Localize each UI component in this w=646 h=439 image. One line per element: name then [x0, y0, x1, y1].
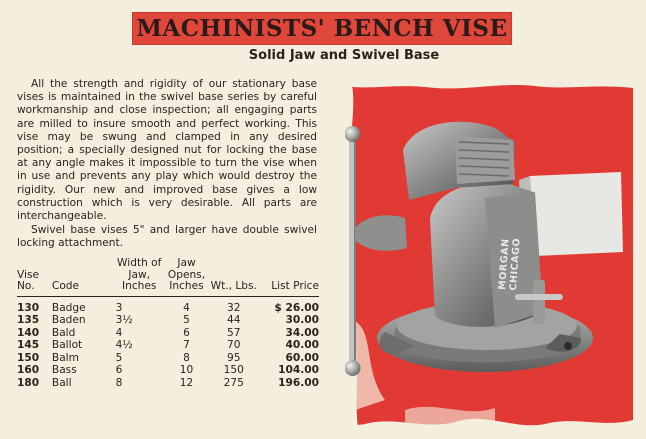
cell-vise-no: 180 [17, 376, 40, 389]
cell-width: 3 [115, 301, 123, 314]
cell-vise-no: 135 [17, 314, 40, 326]
cell-code: Badge [51, 301, 86, 314]
cell-price: 60.00 [285, 351, 319, 364]
page-subtitle: Solid Jaw and Swivel Base [248, 48, 440, 63]
cell-price: 30.00 [285, 314, 319, 326]
header-opens: Jaw Opens, Inches [163, 258, 210, 296]
cell-opens: 6 [183, 326, 190, 339]
locking-nut [533, 280, 545, 324]
jaw-block [530, 172, 623, 256]
table-row [17, 339, 319, 352]
cell-weight: 95 [226, 351, 241, 364]
cell-width: 4½ [115, 339, 133, 351]
title-banner [132, 12, 512, 45]
cell-code: Bald [51, 326, 76, 339]
cell-width: 8 [115, 376, 123, 389]
vise-photo [345, 80, 633, 435]
header-code: Code [52, 258, 116, 296]
vise-marking: MORGAN CHICAGO [497, 237, 523, 291]
cell-code: Bass [51, 364, 77, 376]
cell-width: 3½ [115, 314, 133, 326]
cell-width: 5 [115, 351, 123, 364]
header-weight: Wt., Lbs. [210, 258, 257, 296]
cell-opens: 4 [183, 301, 190, 314]
cell-vise-no: 145 [17, 339, 40, 351]
cell-width: 6 [115, 364, 123, 376]
cell-code: Ballot [51, 339, 83, 351]
cell-opens: 10 [179, 364, 194, 376]
cell-vise-no: 150 [17, 351, 40, 364]
product-description [17, 78, 317, 251]
cell-weight: 150 [223, 364, 244, 376]
table-row [17, 314, 319, 327]
cell-price: 40.00 [285, 339, 319, 351]
cell-price: 34.00 [285, 326, 319, 339]
handle-knob-top [345, 126, 361, 142]
handle-shade [354, 138, 356, 364]
cell-code: Balm [51, 351, 79, 364]
cell-weight: 32 [226, 301, 241, 314]
cell-code: Ball [51, 376, 72, 389]
cell-vise-no: 140 [17, 326, 40, 339]
description-paragraph-1: All the strength and rigidity of our stationary base vises is maintained in the swivel base series by careful workmanship and close inspection; all engaging parts are milled to insure smooth and perfect working. This vise may be swung and clamped in any desired position; a specially designed nut for locking the base at any angle makes it impossible to turn the vise when in use and prevents any play which would destroy the rigidity. Our new and improved base gives a low construction which is very desirable. All parts are interchangeable. [17, 78, 317, 223]
cell-price: $ 26.00 [274, 301, 319, 314]
page-title: MACHINISTS' BENCH VISE [136, 15, 508, 42]
cell-weight: 57 [226, 326, 241, 339]
cell-weight: 70 [226, 339, 241, 351]
header-price: List Price [257, 258, 319, 296]
cell-opens: 5 [183, 314, 190, 326]
cell-opens: 8 [183, 351, 190, 364]
table-row [17, 377, 319, 390]
cell-vise-no: 130 [17, 301, 40, 314]
cell-opens: 7 [183, 339, 190, 351]
cell-width: 4 [115, 326, 123, 339]
cell-code: Baden [51, 314, 86, 326]
cell-weight: 275 [223, 376, 244, 389]
vise-illustration [345, 80, 633, 435]
header-width: Width of Jaw, Inches [116, 258, 163, 296]
cell-opens: 12 [179, 376, 194, 389]
table-header-row [17, 258, 319, 296]
handle-knob-bottom [345, 360, 361, 376]
cell-price: 104.00 [278, 364, 319, 376]
bolt-hole [564, 342, 572, 350]
specifications-table [17, 258, 319, 389]
description-paragraph-2: Swivel base vises 5" and larger have double swivel locking attachment. [17, 224, 317, 250]
cell-weight: 44 [226, 314, 241, 326]
table-row [17, 364, 319, 377]
table-row [17, 296, 319, 314]
table-row [17, 352, 319, 365]
header-vise-no: Vise No. [17, 258, 52, 296]
locking-handle [515, 294, 563, 300]
cell-price: 196.00 [278, 376, 319, 389]
cell-vise-no: 160 [17, 364, 40, 376]
table-row [17, 327, 319, 340]
streak-bottom [405, 407, 495, 435]
